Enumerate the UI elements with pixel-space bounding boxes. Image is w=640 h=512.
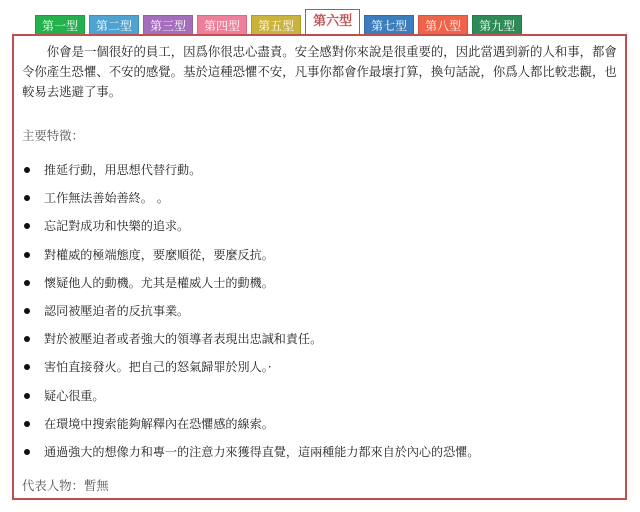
bullet-icon — [24, 364, 30, 370]
bullet-icon — [24, 308, 30, 314]
list-item — [24, 275, 479, 303]
list-item — [24, 416, 479, 444]
list-item — [24, 247, 479, 275]
list-item — [24, 303, 479, 331]
tab-type-8[interactable]: 第八型 — [418, 15, 468, 35]
bullet-icon — [24, 421, 30, 427]
traits-list — [24, 162, 479, 472]
tab-type-9[interactable]: 第九型 — [472, 15, 522, 35]
list-item — [24, 331, 479, 359]
traits-heading: 主要特徵： — [22, 128, 84, 143]
type-tab-bar — [35, 9, 526, 35]
bullet-icon — [24, 449, 30, 455]
trait-text: 忘記對成功和快樂的追求。 — [44, 219, 190, 234]
trait-text: 在環境中搜索能夠解釋內在恐懼感的線索。 — [44, 416, 274, 431]
bullet-icon — [24, 280, 30, 286]
representative-people: 代表人物：暫無 — [22, 478, 109, 493]
list-item — [24, 190, 479, 218]
trait-text: 疑心很重。 — [44, 388, 105, 403]
trait-text: 工作無法善始善終。 。 — [44, 191, 169, 206]
tab-type-4[interactable]: 第四型 — [197, 15, 247, 35]
tab-type-2[interactable]: 第二型 — [89, 15, 139, 35]
bullet-icon — [24, 252, 30, 258]
trait-text: 推延行動，用思想代替行動。 — [44, 163, 202, 177]
tab-type-5[interactable]: 第五型 — [251, 15, 301, 35]
bullet-icon — [24, 393, 30, 399]
list-item — [24, 388, 479, 416]
bullet-icon — [24, 167, 30, 173]
trait-text: 懷疑他人的動機。尤其是權威人士的動機。 — [44, 275, 274, 290]
list-item — [24, 162, 479, 190]
trait-text: 對權威的極端態度，要麼順從，要麼反抗。 — [44, 247, 274, 262]
list-item — [24, 218, 479, 246]
tab-type-6[interactable]: 第六型 — [305, 9, 360, 35]
trait-text: 認同被壓迫者的反抗事業。 — [44, 303, 190, 318]
list-item — [24, 359, 479, 387]
type-description: 你會是一個很好的員工，因爲你很忠心盡責。安全感對你來說是很重要的，因此當遇到新的人和事，都會令你產生恐懼、不安的感覺。基於這種恐懼不安，凡事你都會作最壞打算，換句話說，你爲人都比較悲觀，也較易去逃避了事。 — [22, 44, 617, 99]
trait-text: 通過強大的想像力和專一的注意力來獲得直覺，這兩種能力都來自於內心的恐懼。 — [44, 444, 480, 459]
tab-type-3[interactable]: 第三型 — [143, 15, 193, 35]
type-content-panel — [12, 34, 627, 500]
trait-text: 害怕直接發火。把自己的怒氣歸罪於別人。· — [44, 360, 272, 375]
tab-type-7[interactable]: 第七型 — [364, 15, 414, 35]
trait-text: 對於被壓迫者或者強大的領導者表現出忠誠和責任。 — [44, 332, 323, 347]
bullet-icon — [24, 336, 30, 342]
bullet-icon — [24, 195, 30, 201]
bullet-icon — [24, 223, 30, 229]
tab-type-1[interactable]: 第一型 — [35, 15, 85, 35]
list-item — [24, 444, 479, 472]
